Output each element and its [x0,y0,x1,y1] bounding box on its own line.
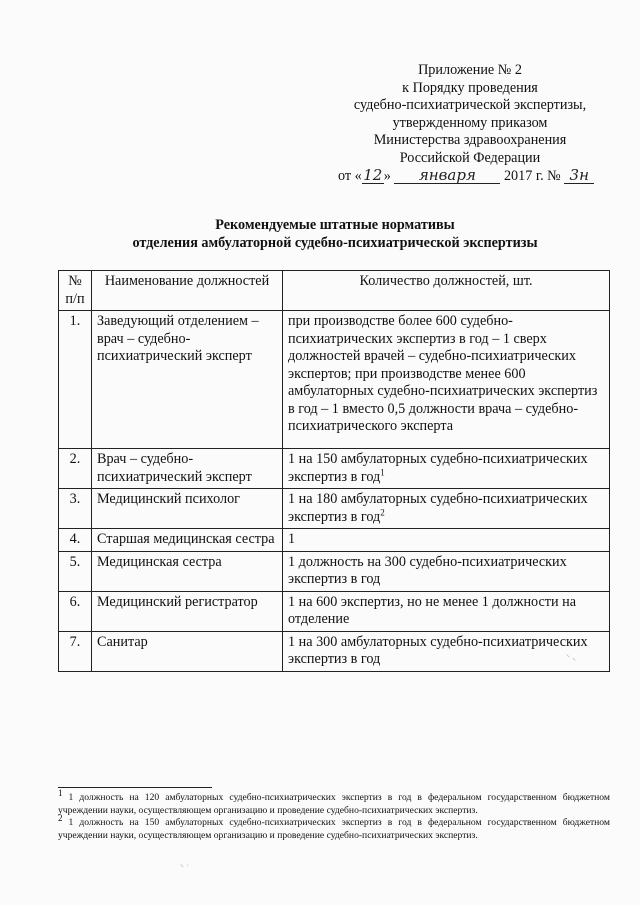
row-position: Санитар [92,631,283,671]
appendix-line: Российской Федерации [399,149,541,166]
table-row [59,449,610,489]
footnote-mark: 1 [58,787,63,798]
row-quantity [283,591,610,631]
order-mid: » [383,167,391,184]
document-title [60,216,610,252]
order-year: 2017 г. № [503,167,561,184]
table-row [59,489,610,529]
table-row [59,551,610,591]
header-num: № п/п [59,271,92,311]
row-quantity-text: 1 на 150 амбулаторных судебно-психиатрических экспертиз в год [288,451,588,485]
row-position: Медицинский психолог [92,489,283,529]
appendix-line: Министерства здравоохранения [373,132,567,149]
footnotes [58,787,610,842]
table-header-row [59,271,610,311]
appendix-line: Приложение № 2 [418,62,522,78]
footnote [58,787,610,817]
header-quantity: Количество должностей, шт. [283,271,610,311]
row-quantity [283,551,610,591]
scan-mark: ⸌ ˙ [180,863,189,872]
row-footnote-ref: 1 [380,466,385,477]
row-footnote-ref: 2 [380,506,385,517]
appendix-line: утвержденному приказом [392,114,548,131]
row-quantity [283,449,610,489]
scan-mark: ⸌ ⸜ [566,653,576,662]
row-quantity [283,529,610,552]
row-quantity [283,311,610,449]
order-date-line [330,165,610,186]
row-quantity-text: 1 на 300 амбулаторных судебно-психиатрических экспертиз в год [288,633,588,667]
row-quantity-text: 1 должность на 300 судебно-психиатрических экспертиз в год [288,553,567,587]
footnote [58,813,610,842]
row-quantity [283,631,610,671]
title-line-2: отделения амбулаторной судебно-психиатрической экспертизы [132,235,538,251]
appendix-header [330,62,610,185]
row-position: Заведующий отделением – врач – судебно-психиатрический эксперт [92,311,283,449]
row-position: Врач – судебно-психиатрический эксперт [92,449,283,489]
table-row [59,529,610,552]
row-position: Медицинский регистратор [92,591,283,631]
row-quantity-text: 1 [288,531,296,547]
staffing-table [58,270,610,672]
order-number: 3н [564,168,594,184]
table-row [59,631,610,671]
row-num: 4. [59,529,92,552]
row-num: 6. [59,591,92,631]
header-position: Наименование должностей [92,271,283,311]
row-quantity-text: при производстве более 600 судебно-психиатрических экспертиз в год – 1 сверх должностей врачей – судебно-психиатрических экспертов; при производстве менее 600 амбулаторных судебно-психиатрических экспертиз в год – 1 вместо 0,5 должности врача – судебно-психиатрического эксперта [288,313,598,434]
footnote-text: 1 должность на 150 амбулаторных судебно-психиатрических экспертиз в год в федеральном государственном бюджетном учреждении науки, осуществляющем организацию и проведение судебно-психиатрических экспертиз. [58,817,610,841]
table-row [59,311,610,449]
row-num: 1. [59,311,92,449]
order-day: 12 [363,165,383,184]
row-quantity [283,489,610,529]
footnote-divider [58,787,212,788]
row-position: Медицинская сестра [92,551,283,591]
table-row [59,591,610,631]
order-prefix: от « [338,167,362,184]
order-month: января [394,168,500,184]
footnote-mark: 2 [58,813,63,823]
row-num: 5. [59,551,92,591]
row-position: Старшая медицинская сестра [92,529,283,552]
row-quantity-text: 1 на 600 экспертиз, но не менее 1 должности на отделение [288,593,577,627]
row-num: 2. [59,449,92,489]
appendix-line: к Порядку проведения [402,79,538,96]
row-num: 7. [59,631,92,671]
footnote-text: 1 должность на 120 амбулаторных судебно-психиатрических экспертиз в год в федеральном государственном бюджетном учреждении науки, осуществляющем организацию и проведение судебно-психиатрических экспертиз. [58,792,610,816]
title-line-1: Рекомендуемые штатные нормативы [215,217,455,233]
row-quantity-text: 1 на 180 амбулаторных судебно-психиатрических экспертиз в год [288,491,588,525]
appendix-line: судебно-психиатрической экспертизы, [353,97,587,114]
row-num: 3. [59,489,92,529]
